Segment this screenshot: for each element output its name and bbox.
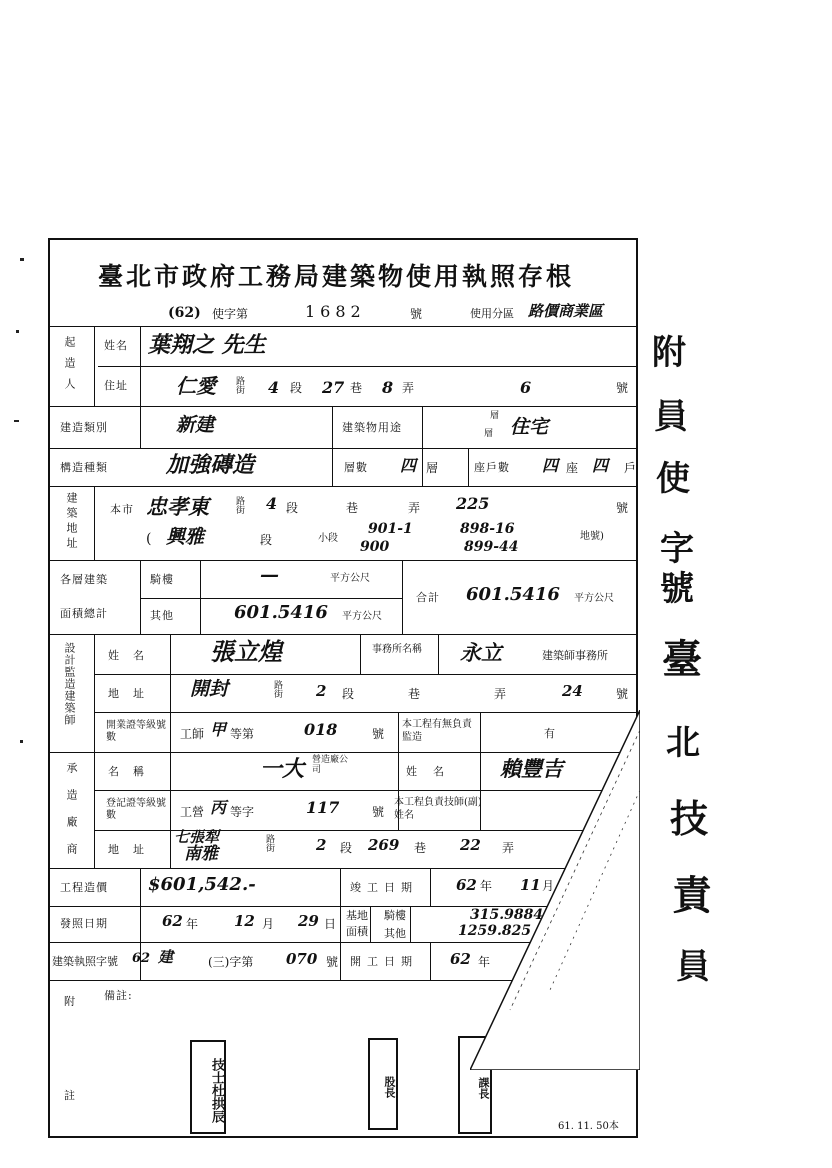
units-house-unit: 戶 <box>624 461 637 475</box>
builder-addr-section-unit: 段 <box>290 381 303 395</box>
finish-year: 62 <box>456 876 477 894</box>
base-label-1: 基地 <box>346 909 368 922</box>
side-char-4: 字 <box>660 529 694 569</box>
scan-speck <box>20 740 23 743</box>
site-lane-unit: 巷 <box>346 501 359 515</box>
contractor-reg-unit: 號 <box>372 805 385 819</box>
issue-label: 發照日期 <box>60 917 108 930</box>
permit-stub-form <box>48 238 638 1138</box>
site-section-unit: 段 <box>286 501 299 515</box>
builder-name-value: 葉翔之 先生 <box>148 332 266 358</box>
contractor-reg-label: 登記證等級號數 <box>106 798 166 821</box>
units-bldg-unit: 座 <box>566 461 579 475</box>
architect-addr-section-unit: 段 <box>342 687 355 701</box>
permit-no-label: 建築執照字號 <box>52 955 118 968</box>
contractor-reg-prefix: 工營 <box>180 805 205 819</box>
side-char-8: 技 <box>670 796 709 841</box>
architect-license-no: 018 <box>304 720 338 739</box>
scan-speck <box>20 258 24 261</box>
base-arcade-value: 315.9884 <box>470 907 544 923</box>
remarks-note-label: 備註: <box>104 989 133 1002</box>
area-arcade-label: 騎樓 <box>150 573 174 586</box>
site-no: 225 <box>456 494 490 513</box>
signature-chief-label: 股長 <box>383 1076 396 1098</box>
area-arcade-unit: 平方公尺 <box>330 573 370 584</box>
area-total-unit: 平方公尺 <box>574 593 614 604</box>
use-unit-2: 層 <box>484 429 494 439</box>
permit-prefix: (62) <box>168 305 201 321</box>
contractor-addr-road-1: 七張犁 <box>174 828 220 846</box>
structure-value: 加強磚造 <box>166 452 255 478</box>
signature-box-chief <box>368 1038 398 1130</box>
contractor-reg-mid: 等字 <box>230 805 255 819</box>
architect-license-mid: 等第 <box>230 727 255 741</box>
side-char-5: 號 <box>660 569 694 609</box>
footer-code: 61. 11. 50本 <box>558 1121 619 1132</box>
permit-suffix: 號 <box>410 307 423 321</box>
architect-office-suffix: 建築師事務所 <box>542 649 608 662</box>
issue-year-unit: 年 <box>186 917 199 931</box>
issue-month: 12 <box>234 912 255 930</box>
signature-director-label: 課長 <box>477 1077 490 1099</box>
contractor-group-label: 承造廠商 <box>65 762 78 870</box>
architect-license-grade: 甲 <box>210 720 227 739</box>
area-total-value: 601.5416 <box>466 584 560 605</box>
site-alley-unit: 弄 <box>408 501 421 515</box>
site-section: 4 <box>266 494 278 513</box>
area-arcade-value: — <box>260 564 279 586</box>
side-char-10: 員 <box>676 947 710 987</box>
architect-office-value: 永立 <box>460 640 502 665</box>
architect-group-label: 設計監造建築師 <box>63 642 76 726</box>
builder-addr-lane-unit: 巷 <box>350 381 363 395</box>
contractor-addr-section-unit: 段 <box>340 841 353 855</box>
form-title: 臺北市政府工務局建築物使用執照存根 <box>98 262 575 291</box>
site-lots-3: 898-16 <box>460 521 515 537</box>
use-unit-1: 層 <box>490 411 500 421</box>
site-group-label: 建築地址 <box>65 492 78 552</box>
floors-label: 層數 <box>344 461 368 474</box>
builder-addr-alley: 8 <box>382 378 394 397</box>
architect-supervise-value: 有 <box>544 727 555 740</box>
builder-addr-no-unit: 號 <box>616 381 629 395</box>
architect-license-unit: 號 <box>372 727 385 741</box>
architect-addr-label: 地址 <box>108 687 158 700</box>
units-house: 四 <box>592 456 609 475</box>
scan-speck <box>16 330 19 333</box>
signature-box-tech <box>190 1040 226 1134</box>
side-char-7: 北 <box>666 723 700 763</box>
permit-no-year: 62 <box>132 951 151 966</box>
contractor-tech-label: 本工程負責技師(副)姓名 <box>394 797 482 821</box>
site-lots-4: 899-44 <box>464 539 519 555</box>
permit-no-word: 建 <box>158 948 174 966</box>
architect-name-label: 姓名 <box>108 649 158 662</box>
site-paren-open: ( <box>146 531 152 547</box>
finish-year-unit: 年 <box>480 879 493 893</box>
contractor-reg-no: 117 <box>306 798 340 817</box>
start-label: 開工日期 <box>350 955 418 968</box>
contractor-name-value: 一大 <box>260 756 305 782</box>
permit-no-sub: (三)字第 <box>208 955 254 969</box>
architect-addr-alley-unit: 弄 <box>494 687 507 701</box>
finish-month: 11 <box>520 876 541 894</box>
contractor-addr-road-suffix: 路街 <box>264 834 274 852</box>
remarks-side-label-1: 附 <box>64 995 76 1008</box>
area-other-value: 601.5416 <box>234 602 328 623</box>
architect-addr-section: 2 <box>316 682 327 700</box>
remarks-side-label-2: 註 <box>64 1089 76 1102</box>
side-char-1: 附 <box>652 333 686 373</box>
builder-addr-alley-unit: 弄 <box>402 381 415 395</box>
contractor-addr-section: 2 <box>316 836 327 854</box>
base-other-value: 1259.825 <box>458 923 532 939</box>
signature-tech-label: 技士杜拱辰 <box>209 1057 224 1123</box>
contractor-addr-label: 地址 <box>108 843 158 856</box>
cost-value: $601,542.- <box>148 874 256 895</box>
structure-label: 構造種類 <box>60 461 108 474</box>
architect-addr-no-unit: 號 <box>616 687 629 701</box>
site-lots-1: 901-1 <box>368 521 413 537</box>
builder-addr-road: 仁愛 <box>176 374 216 398</box>
site-no-unit: 號 <box>616 501 629 515</box>
builder-addr-road-suffix: 路街 <box>234 376 244 394</box>
contractor-person-value: 賴豐吉 <box>500 756 563 781</box>
base-arcade-label: 騎樓 <box>384 909 406 922</box>
base-other-label: 其他 <box>384 927 406 940</box>
issue-day: 29 <box>298 912 319 930</box>
architect-supervise-label: 本工程有無負責監造 <box>402 719 472 743</box>
category-label: 建造類別 <box>60 421 108 434</box>
finish-label: 竣工日期 <box>350 881 418 894</box>
builder-addr-no: 6 <box>520 378 532 397</box>
architect-addr-road-suffix: 路街 <box>272 680 282 698</box>
overlapping-page-fold <box>470 710 640 1070</box>
architect-license-prefix: 工師 <box>180 727 205 741</box>
area-label-1: 各層建築 <box>60 573 108 586</box>
architect-office-label: 事務所名稱 <box>372 644 422 655</box>
cost-label: 工程造價 <box>60 881 108 894</box>
area-total-label: 合計 <box>416 591 440 604</box>
builder-addr-section: 4 <box>268 378 280 397</box>
site-lots-unit: 地號) <box>580 531 604 542</box>
site-road-suffix: 路街 <box>234 496 244 514</box>
permit-word: 使字第 <box>212 307 249 321</box>
site-land-district: 興雅 <box>166 526 205 548</box>
side-char-3: 使 <box>656 459 690 499</box>
architect-license-label: 開業證等級號數 <box>106 720 166 743</box>
units-bldg: 四 <box>542 456 559 475</box>
permit-number: 1682 <box>305 302 366 321</box>
side-char-2: 員 <box>654 397 688 437</box>
permit-no-number: 070 <box>286 950 318 968</box>
site-road: 忠孝東 <box>146 494 209 519</box>
category-value: 新建 <box>176 414 215 436</box>
contractor-reg-grade: 丙 <box>210 798 227 817</box>
contractor-addr-lane-unit: 巷 <box>414 841 427 855</box>
architect-name-value: 張立煌 <box>210 637 282 666</box>
zone-value: 路價商業區 <box>528 302 604 320</box>
builder-group-label: 起造人 <box>63 336 76 399</box>
floors-unit: 層 <box>426 461 439 475</box>
area-other-label: 其他 <box>150 609 174 622</box>
site-city: 本市 <box>110 503 134 516</box>
contractor-person-label: 姓名 <box>406 765 460 778</box>
builder-addr-lane: 27 <box>322 378 345 397</box>
architect-addr-lane-unit: 巷 <box>408 687 421 701</box>
area-other-unit: 平方公尺 <box>342 611 382 622</box>
start-year: 62 <box>450 950 471 968</box>
contractor-name-label: 名稱 <box>108 765 158 778</box>
start-year-unit: 年 <box>478 955 491 969</box>
use-value: 住宅 <box>510 416 549 438</box>
contractor-name-suffix: 營造廠公司 <box>312 755 349 775</box>
builder-addr-label: 住址 <box>104 379 128 392</box>
zone-label: 使用分區 <box>470 307 514 320</box>
issue-day-unit: 日 <box>324 917 337 931</box>
use-label: 建築物用途 <box>342 421 402 434</box>
issue-year: 62 <box>162 912 183 930</box>
area-label-2: 面積總計 <box>60 607 108 620</box>
base-label-2: 面積 <box>346 925 368 938</box>
site-land-section-unit: 段 <box>260 533 273 547</box>
scan-speck <box>14 420 19 422</box>
floors-value: 四 <box>400 456 417 475</box>
contractor-addr-alley-unit: 弄 <box>502 841 515 855</box>
site-lots-2: 900 <box>360 539 390 555</box>
permit-no-unit: 號 <box>326 955 339 969</box>
architect-addr-no: 24 <box>562 682 583 700</box>
finish-month-unit: 月 <box>542 879 555 893</box>
architect-addr-road: 開封 <box>190 678 229 700</box>
side-char-9: 責 <box>672 872 712 919</box>
issue-month-unit: 月 <box>262 917 275 931</box>
builder-name-label: 姓名 <box>104 339 128 352</box>
contractor-addr-lane: 269 <box>368 836 400 854</box>
side-char-6: 臺 <box>662 636 702 683</box>
units-label: 座戶數 <box>474 461 510 474</box>
contractor-addr-road-2: 南雅 <box>184 844 218 864</box>
contractor-addr-alley: 22 <box>460 836 481 854</box>
site-land-subsection-unit: 小段 <box>318 533 338 544</box>
